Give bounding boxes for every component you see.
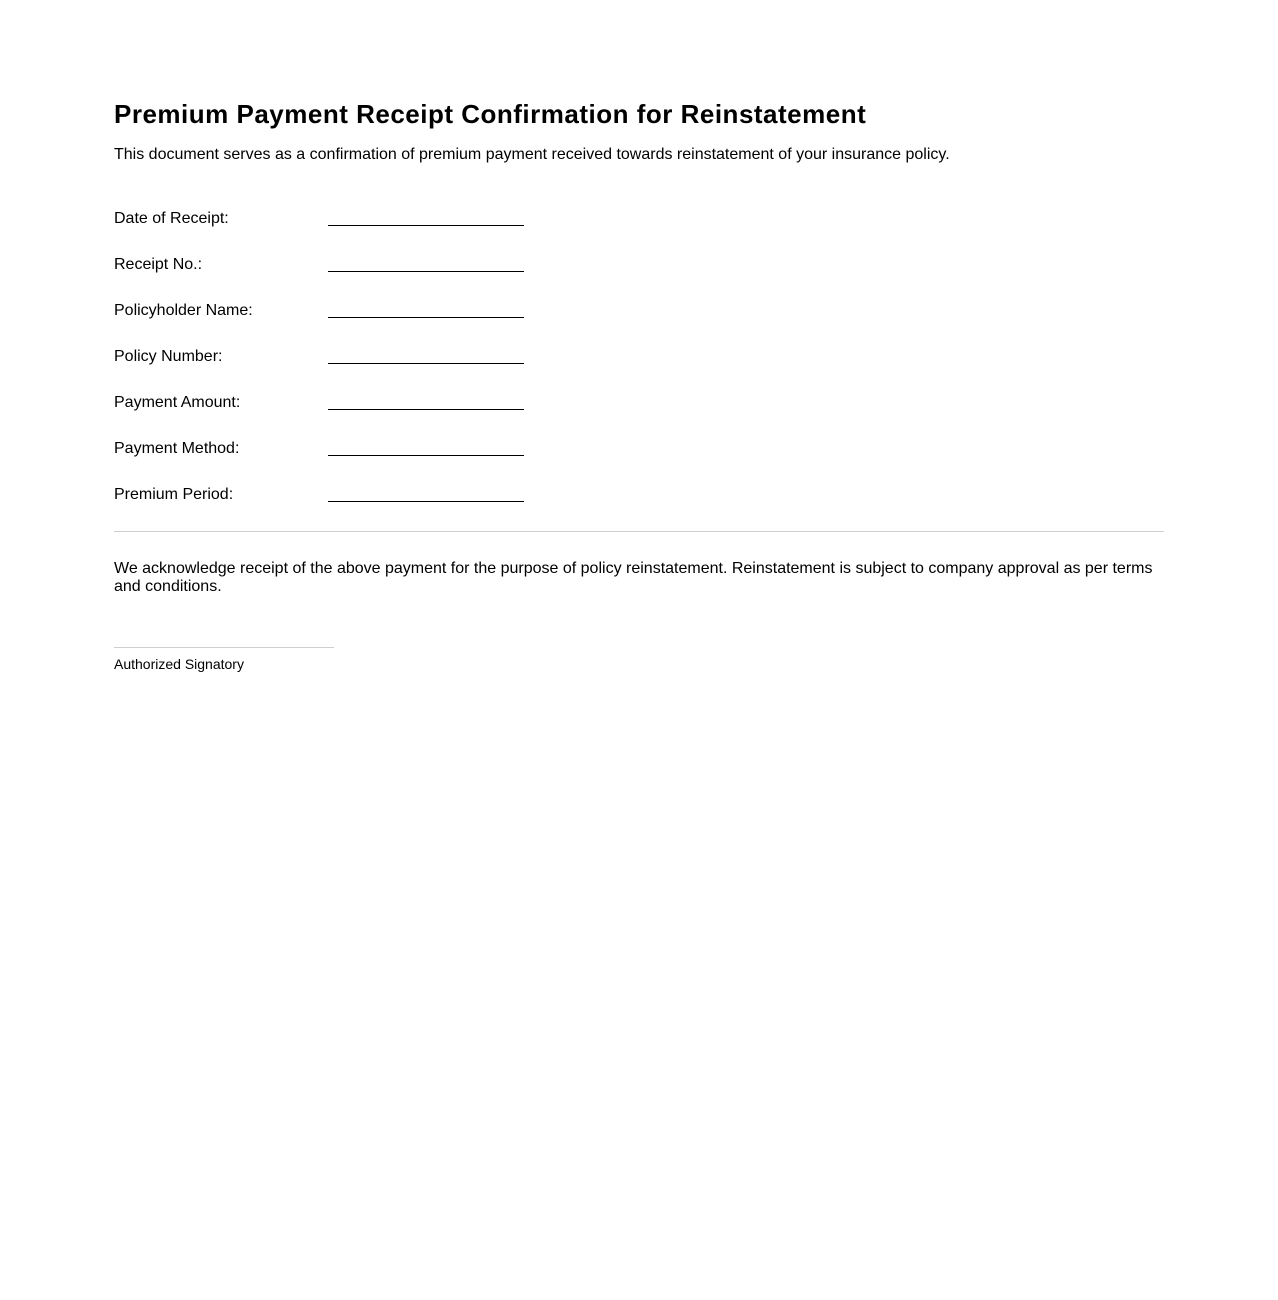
section-divider [114, 531, 1164, 532]
policyholder-name-blank [328, 316, 524, 318]
acknowledgement-paragraph: We acknowledge receipt of the above payment for the purpose of policy reinstatement. Reinstatement is subject to company approval as per terms and conditions. [114, 560, 1153, 595]
field-row-receipt-no [114, 233, 1164, 279]
field-label: Date of Receipt: [114, 210, 229, 227]
field-row-premium-period [114, 463, 1164, 509]
date-of-receipt-blank [328, 224, 524, 226]
signature-line [114, 647, 334, 648]
signature-label: Authorized Signatory [114, 656, 244, 672]
field-label: Payment Method: [114, 440, 240, 457]
signature-block [114, 647, 334, 672]
field-row-date-of-receipt [114, 187, 1164, 233]
intro-paragraph: This document serves as a confirmation of premium payment received towards reinstatement of your insurance policy. [114, 146, 950, 163]
receipt-fields [114, 187, 1164, 509]
premium-period-blank [328, 500, 524, 502]
field-label: Receipt No.: [114, 256, 203, 273]
document-title: Premium Payment Receipt Confirmation for Reinstatement [114, 99, 867, 129]
document-content [114, 98, 1164, 672]
field-label: Premium Period: [114, 486, 234, 503]
payment-amount-blank [328, 408, 524, 410]
field-label: Payment Amount: [114, 394, 241, 411]
field-row-policyholder-name [114, 279, 1164, 325]
field-label: Policy Number: [114, 348, 223, 365]
policy-number-blank [328, 362, 524, 364]
payment-method-blank [328, 454, 524, 456]
receipt-no-blank [328, 270, 524, 272]
field-label: Policyholder Name: [114, 302, 253, 319]
field-row-payment-amount [114, 371, 1164, 417]
field-row-policy-number [114, 325, 1164, 371]
field-row-payment-method [114, 417, 1164, 463]
